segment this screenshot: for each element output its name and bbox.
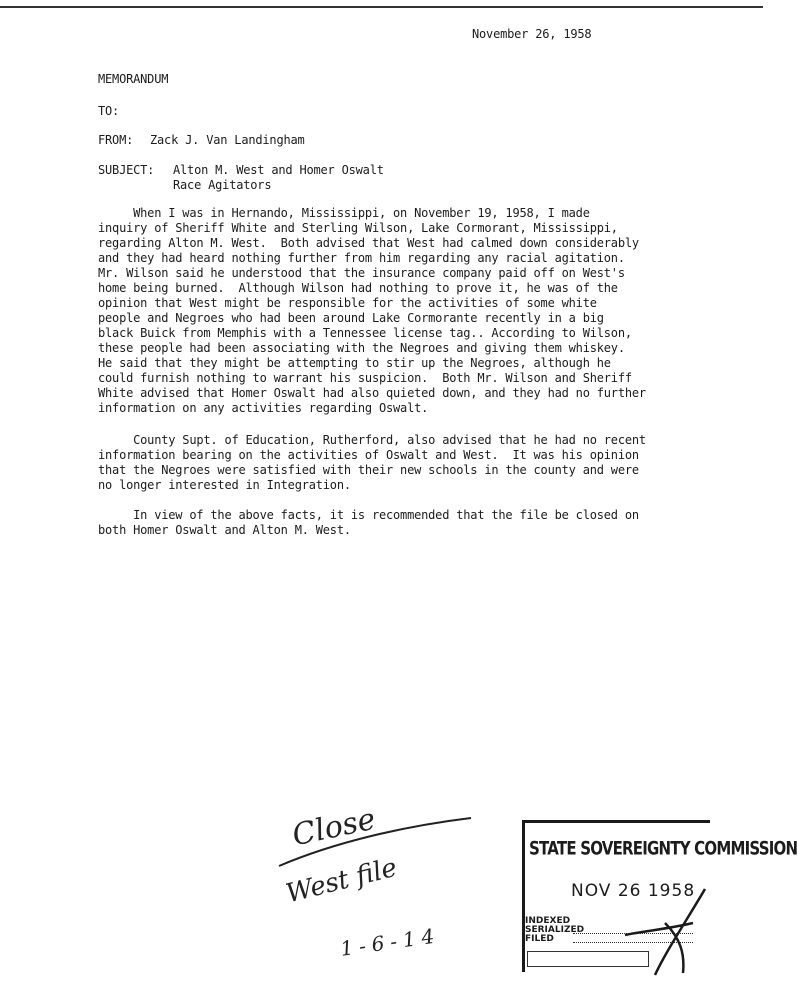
text-line: County Supt. of Education, Rutherford, also advised that he had no recent: [98, 433, 646, 447]
subject-line-1: Alton M. West and Homer Oswalt: [173, 163, 384, 177]
paragraph-2: [98, 433, 698, 493]
text-line: He said that they might be attempting to stir up the Negroes, although he: [98, 356, 611, 370]
subject-line-2: Race Agitators: [173, 178, 272, 192]
stamp-serialized: SERIALIZED: [525, 925, 585, 935]
text-line: and they had heard nothing further from him regarding any racial agitation.: [98, 251, 625, 265]
paragraph-3: [98, 508, 698, 538]
stamp-initial-mark: [605, 883, 715, 978]
text-line: information bearing on the activities of Oswalt and West. It was his opinion: [98, 448, 639, 462]
page-top-border: [0, 6, 763, 8]
memo-heading: MEMORANDUM: [98, 72, 169, 86]
stamp-indexed: INDEXED: [525, 916, 571, 926]
from-label: FROM:: [98, 133, 134, 147]
received-stamp: [522, 820, 797, 972]
handwritten-west-file: West file: [283, 852, 401, 910]
text-line: information on any activities regarding Oswalt.: [98, 401, 429, 415]
text-line: home being burned. Although Wilson had nothing to prove it, he was of the: [98, 281, 618, 295]
text-line: inquiry of Sheriff White and Sterling Wilson, Lake Cormorant, Mississippi,: [98, 221, 618, 235]
subject-label: SUBJECT:: [98, 163, 155, 177]
stamp-title: STATE SOVEREIGNTY COMMISSION: [529, 837, 797, 860]
text-line: no longer interested in Integration.: [98, 478, 351, 492]
stamp-filed: FILED: [525, 934, 554, 944]
text-line: White advised that Homer Oswalt had also quieted down, and they had no further: [98, 386, 646, 400]
text-line: these people had been associating with the Negroes and giving them whiskey.: [98, 341, 625, 355]
handwritten-date: 1-6-14: [338, 923, 442, 961]
text-line: that the Negroes were satisfied with their new schools in the county and were: [98, 463, 639, 477]
memo-date: November 26, 1958: [472, 27, 592, 41]
text-line: When I was in Hernando, Mississippi, on November 19, 1958, I made: [98, 206, 590, 220]
text-line: people and Negroes who had been around Lake Cormorante recently in a big: [98, 311, 604, 325]
text-line: Mr. Wilson said he understood that the insurance company paid off on West's: [98, 266, 625, 280]
handwritten-close: Close: [289, 801, 379, 854]
paragraph-1: [98, 206, 698, 416]
text-line: opinion that West might be responsible for the activities of some white: [98, 296, 597, 310]
to-label: TO:: [98, 104, 120, 118]
text-line: both Homer Oswalt and Alton M. West.: [98, 523, 351, 537]
stamp-date: NOV 26 1958: [571, 881, 696, 901]
text-line: In view of the above facts, it is recommended that the file be closed on: [98, 508, 639, 522]
text-line: regarding Alton M. West. Both advised that West had calmed down considerably: [98, 236, 639, 250]
text-line: could furnish nothing to warrant his suspicion. Both Mr. Wilson and Sheriff: [98, 371, 632, 385]
from-value: Zack J. Van Landingham: [150, 133, 305, 147]
text-line: black Buick from Memphis with a Tennessee license tag.. According to Wilson,: [98, 326, 632, 340]
